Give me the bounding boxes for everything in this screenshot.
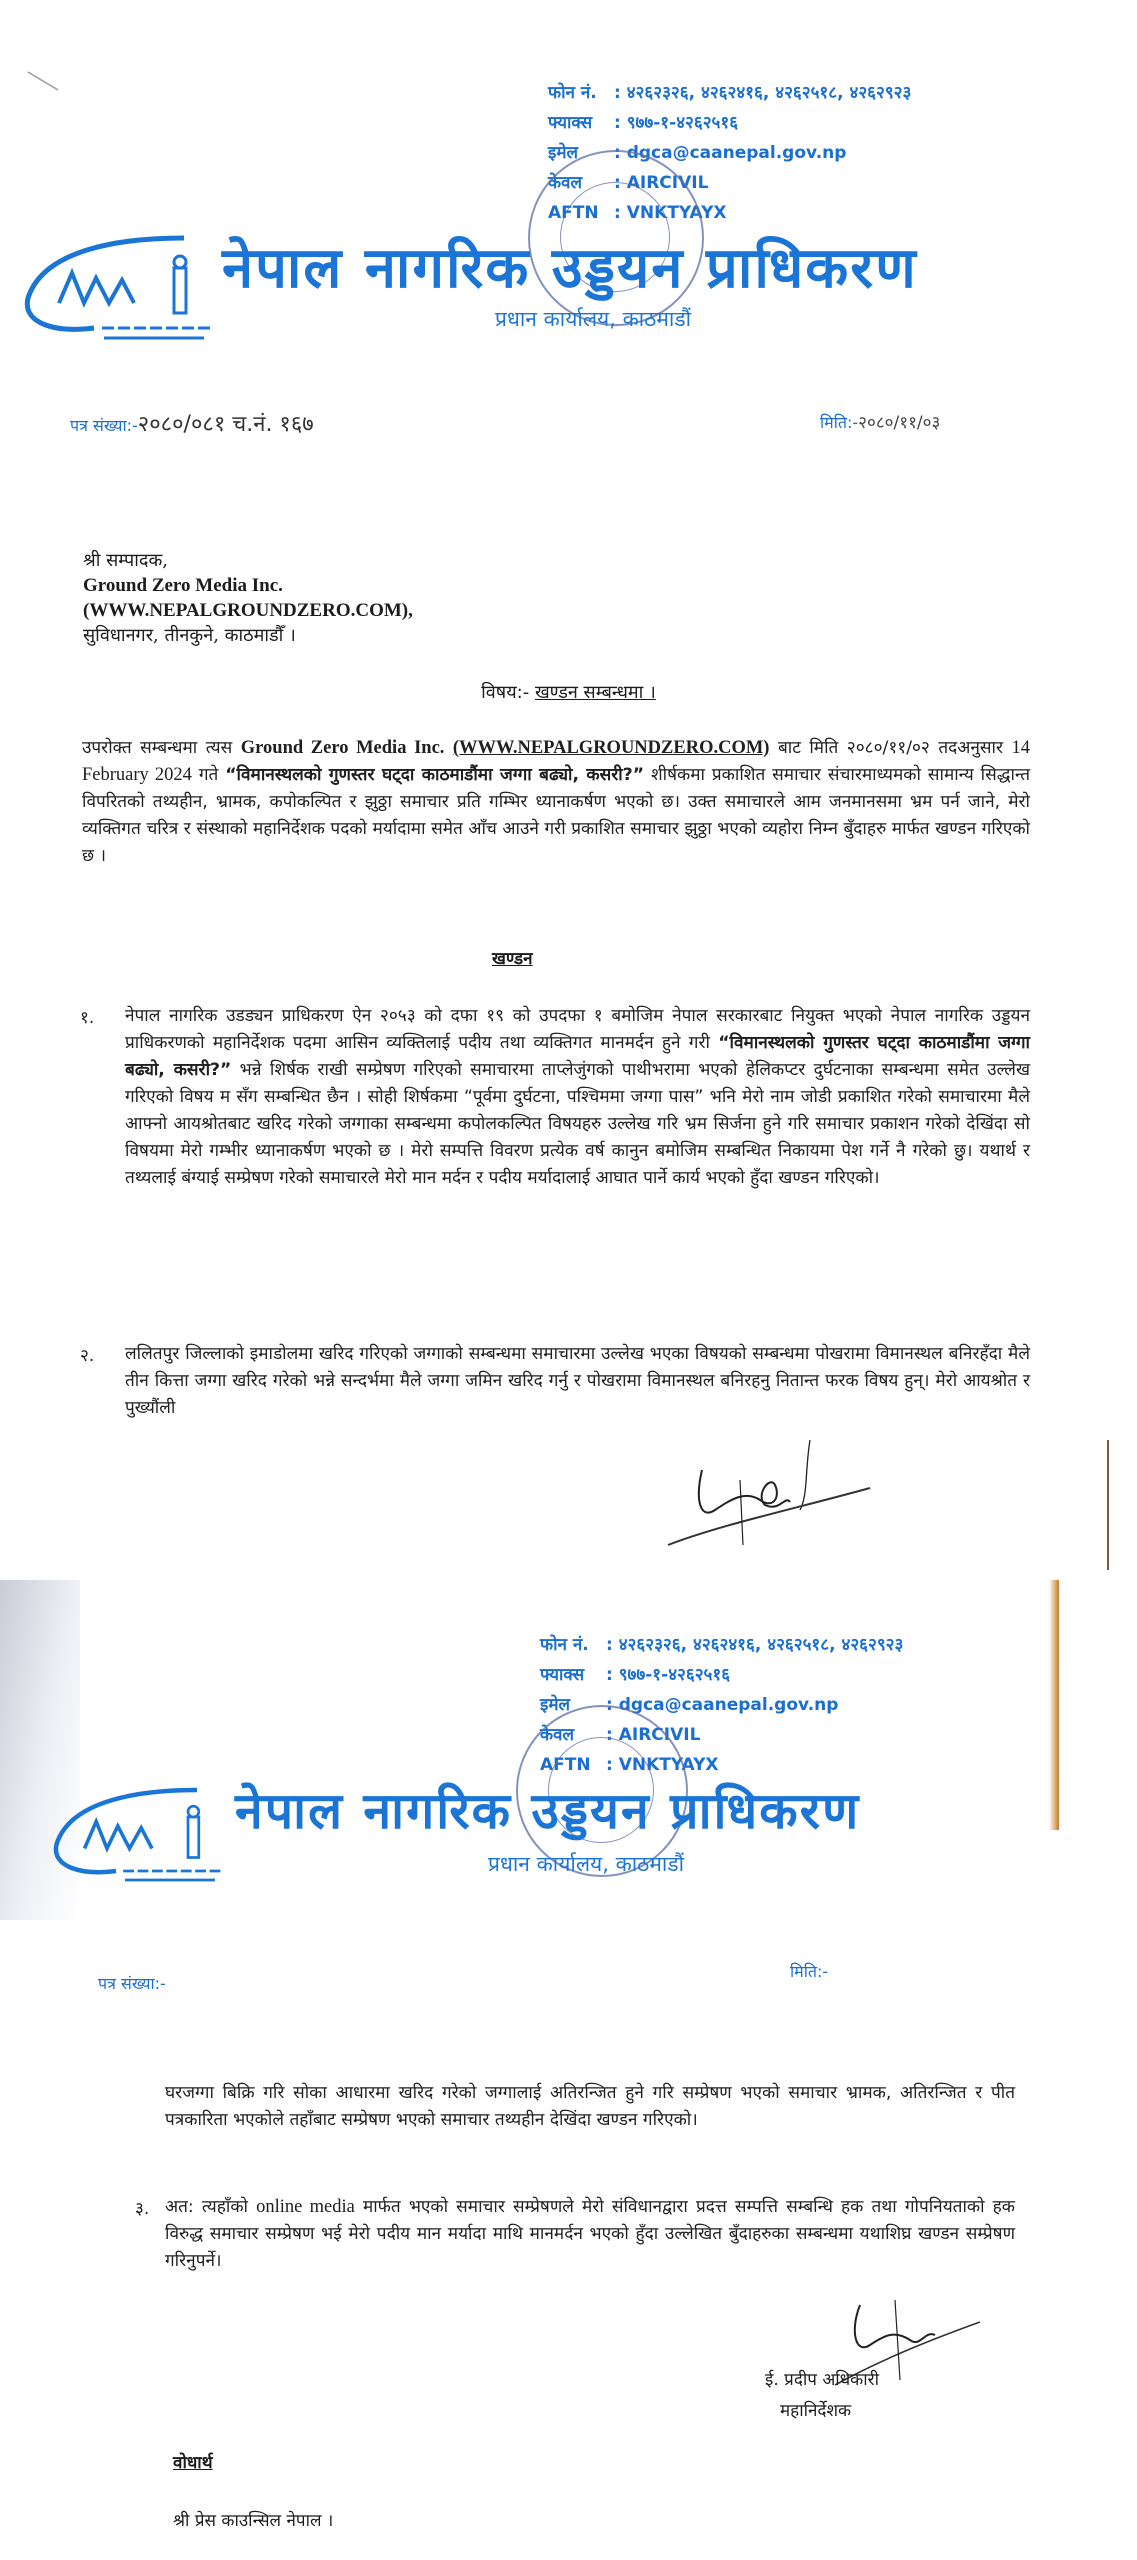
cc-recipient: श्री प्रेस काउन्सिल नेपाल । — [173, 2511, 334, 2531]
signature-icon — [660, 1440, 900, 1570]
contact-cable: केवल : AIRCIVIL — [548, 173, 709, 193]
caan-logo-icon — [14, 228, 214, 348]
signatory-name: ई. प्रदीप अधिकारी — [765, 2370, 879, 2390]
continuation-paragraph: घरजग्गा बिक्रि गरि सोका आधारमा खरिद गरेको जग्गालाई अतिरन्जित हुने गरि सम्प्रेषण भएको समाचार भ्रामक, अतिरन्जित र पीत पत्रकारिता भएकोले तहाँबाट सम्प्रेषण भएको समाचार तथ्यहीन देखिंदा खण्डन गरिएको। — [165, 2083, 1015, 2130]
contact-block: फोन नं. : ४२६२३२६, ४२६२४१६, ४२६२५१८, ४२६२९२३ फ्याक्स : ९७७-१-४२६२५१६ इमेल : dgca@caanepal.gov.np केवल : AIRCIVIL AFTN : VNKTYAYX — [540, 1635, 904, 1775]
office-location: प्रधान कार्यालय, काठमाडौं — [495, 307, 692, 331]
contact-aftn: AFTN : VNKTYAYX — [548, 203, 727, 223]
paper-edge — [1049, 1580, 1059, 1830]
reference-value: २०८०/०८१ च.नं. १६७ — [137, 412, 314, 437]
organization-name: नेपाल नागरिक उड्डयन प्राधिकरण — [235, 1782, 861, 1840]
point-1: नेपाल नागरिक उडड्यन प्राधिकरण ऐन २०५३ को दफा १९ को उपदफा १ बमोजिम नेपाल सरकारबाट नियुक्त भएको नेपाल नागरिक उड्डयन प्राधिकरणको महानिर्देशक पदमा आसिन व्यक्तिलाई पदीय तथा व्यक्तिगत मानमर्दन हुने गरी “विमानस्थलको गुणस्तर घट्दा काठमाडौंमा जग्गा बढ्यो, कसरी?” भन्ने शिर्षक राखी सम्प्रेषण गरिएको समाचारमा ताप्लेजुंगको पाथीभरामा भएको हेलिकप्टर दुर्घटनाका सम्बन्धमा समेत उल्लेख गरिएको विषय म सँग सम्बन्धित छैन । सोही शिर्षकमा “पूर्वमा दुर्घटना, पश्चिममा जग्गा पास” भनि मेरो नाम जोडी प्रकाशित गरेको समाचारमा मैले आफ्नो आयश्रोतबाट खरिद गरेको जग्गाका सम्बन्धमा कपोलकल्पित विषयहरु उल्लेख गरि भ्रम सिर्जना हुने गरि समाचार प्रकाशन गरेको देखिंदा सो विषयमा मेरो गम्भीर ध्यानाकर्षण भएको छ । मेरो सम्पत्ति विवरण प्रत्येक वर्ष कानुन बमोजिम सम्बन्धित निकायमा पेश गर्ने नै गरेको छु। यथार्थ र तथ्यलाई बंग्याई सम्प्रेषण गरेको समाचारले मेरो मान मर्दन र पदीय मर्यादालाई आघात पार्ने कार्य भएको हुँदा खण्डन गरिएको। — [125, 1006, 1031, 1188]
signatory-title: महानिर्देशक — [780, 2401, 852, 2421]
point-number: ३. — [135, 2199, 150, 2219]
recipient-address: श्री सम्पादक, Ground Zero Media Inc. (WWW.NEPALGROUNDZERO.COM), सुविधानगर, तीनकुने, काठमाडौँ । — [83, 550, 413, 646]
date-value: २०८०/११/०३ — [858, 413, 941, 433]
contact-phone: फोन नं. : ४२६२३२६, ४२६२४१६, ४२६२५१८, ४२६२९२३ — [548, 83, 912, 103]
subject-line: विषय:- खण्डन सम्बन्धमा । — [481, 682, 656, 703]
paper-edge — [1107, 1440, 1109, 1570]
cc-heading: वोधार्थ — [173, 2453, 213, 2473]
office-location: प्रधान कार्यालय, काठमाडौं — [488, 1852, 685, 1876]
organization-name: नेपाल नागरिक उड्डयन प्राधिकरण — [222, 236, 918, 301]
contact-fax: फ्याक्स : ९७७-१-४२६२५१६ — [548, 113, 739, 133]
date: मिति:-२०८०/११/०३ — [820, 413, 941, 433]
letter-page-2 — [0, 1580, 1137, 2560]
point-3: अत: त्यहाँको online media मार्फत भएको समाचार सम्प्रेषणले मेरो संविधानद्वारा प्रदत्त सम्पत्ति सम्बन्धि हक तथा गोपनियताको हक विरुद्ध समाचार सम्प्रेषण भई मेरो पदीय मान मर्यादा माथि मानमर्दन भएको हुँदा उल्लेखित बुँदाहरुका सम्बन्धमा यथाशिघ्र खण्डन सम्प्रेषण गरिनुपर्ने। — [165, 2197, 1015, 2271]
point-number: १. — [80, 1008, 95, 1028]
corner-mark — [28, 72, 68, 102]
contact-email: इमेल : dgca@caanepal.gov.np — [548, 143, 847, 163]
intro-paragraph: उपरोक्त सम्बन्धमा त्यस Ground Zero Media Inc. (WWW.NEPALGROUNDZERO.COM) बाट मिति २०८०/११/०२ तदअनुसार 14 February 2024 गते “विमानस्थलको गुणस्तर घट्दा काठमाडौंमा जग्गा बढ्यो, कसरी?” शीर्षकमा प्रकाशित समाचार संचारमाध्यमको सामान्य सिद्धान्त विपरितको तथ्यहीन, भ्रामक, कपोकल्पित र झुठ्ठा समाचार प्रति गम्भिर ध्यानाकर्षण भएको छ। उक्त समाचारले आम जनमानसमा भ्रम पर्न जाने, मेरो व्यक्तिगत चरित्र र संस्थाको महानिर्देशक पदको मर्यादामा समेत आँच आउने गरी प्रकाशित समाचार झुठ्ठा भएको व्यहोरा निम्न बुँदाहरु मार्फत खण्डन गरिएको छ । — [82, 738, 1031, 866]
reference-number: पत्र संख्या:- — [98, 1974, 166, 1993]
point-number: २. — [80, 1346, 95, 1366]
point-2: ललितपुर जिल्लाको इमाडोलमा खरिद गरिएको जग्गाको सम्बन्धमा समाचारमा उल्लेख भएका विषयको सम्बन्धमा पोखरामा विमानस्थल बनिरहँदा मैले तीन कित्ता जग्गा खरिद गरेको भन्ने सन्दर्भमा मैले जग्गा जमिन खरिद गर्नु र पोखरामा विमानस्थल बनिरहनु नितान्त फरक विषय हुन्। मेरो आयश्रोत र पुख्यौंली — [125, 1344, 1030, 1418]
caan-logo-icon — [44, 1780, 224, 1890]
section-heading: खण्डन — [492, 949, 533, 969]
reference-number: पत्र संख्या:-२०८०/०८१ च.नं. १६७ — [70, 412, 314, 437]
date: मिति:- — [790, 1962, 829, 1981]
